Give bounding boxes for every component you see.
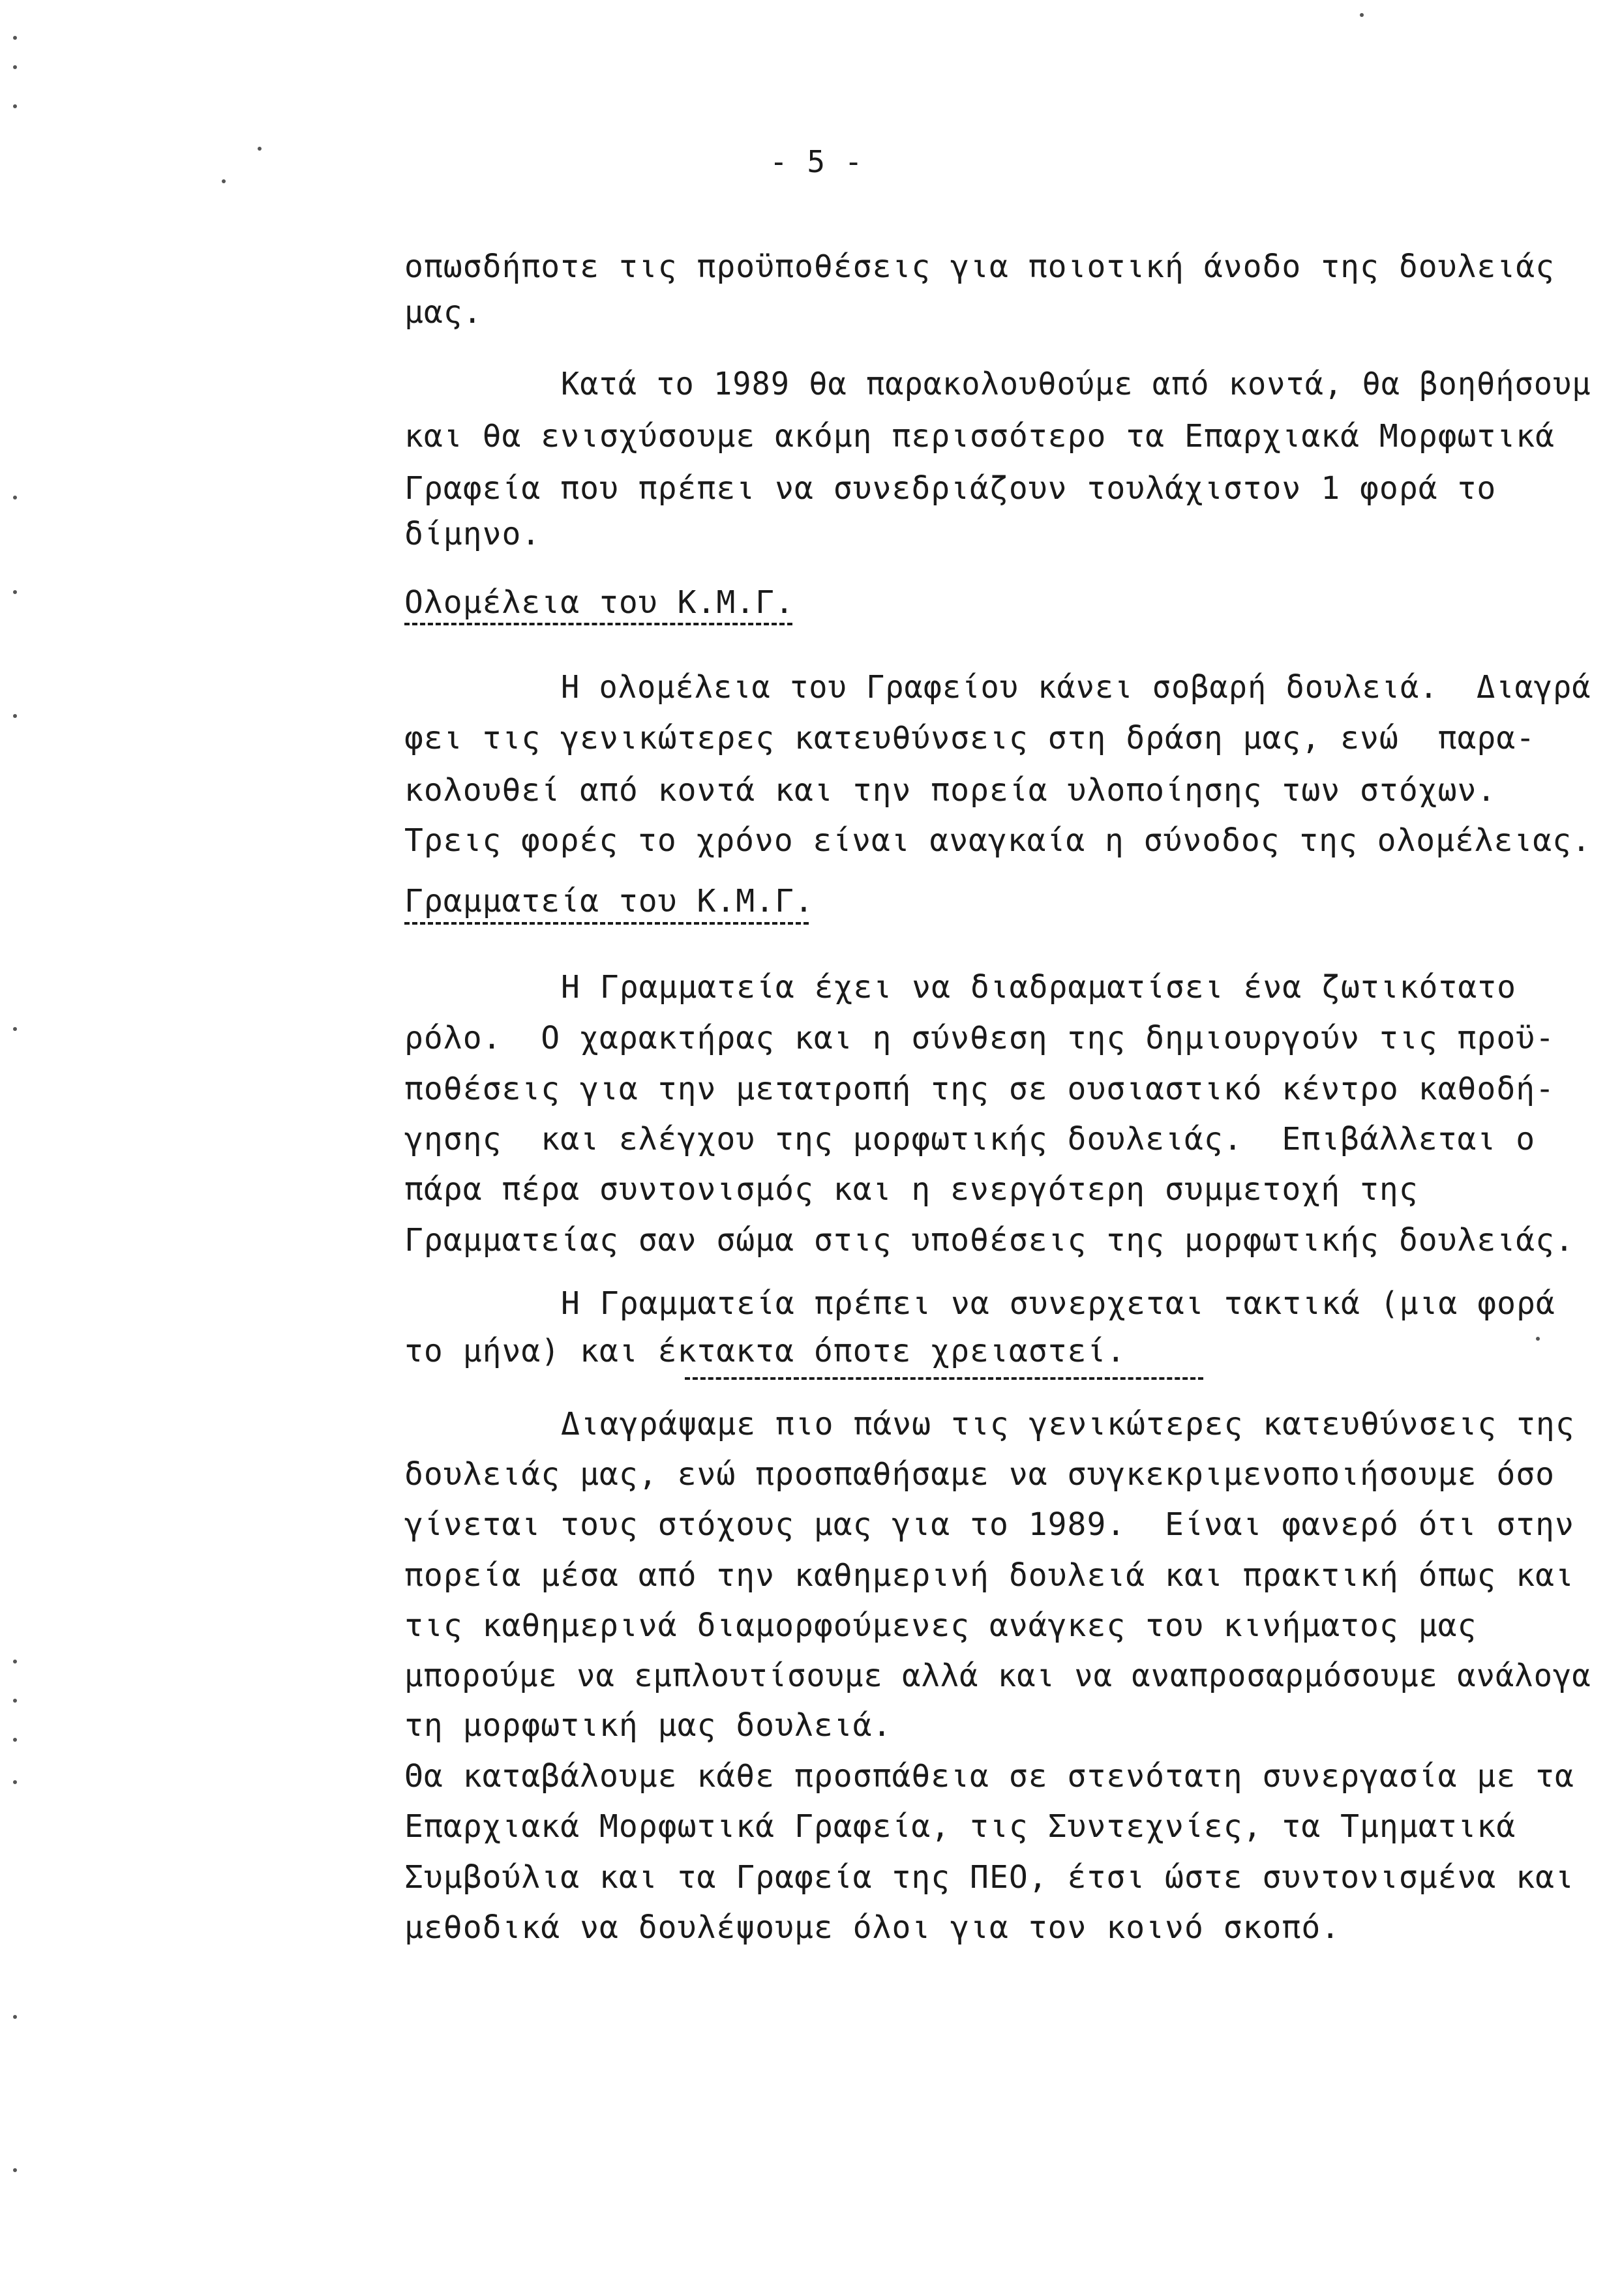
text-line: Η Γραμματεία πρέπει να συνερχεται τακτικά (μια φορά (561, 1285, 1555, 1322)
scan-speck (13, 1738, 17, 1742)
text-line: τη μορφωτική μας δουλειά. (404, 1707, 892, 1744)
text-line: γησης και ελέγχου της μορφωτικής δουλειάς. Επιβάλλεται ο (404, 1121, 1536, 1157)
text-line: δίμηνο. (404, 516, 541, 552)
text-underline (685, 1377, 1203, 1380)
section-heading: Ολομέλεια του Κ.Μ.Γ. (404, 584, 794, 621)
text-line: Γραφεία που πρέπει να συνεδριάζουν τουλάχιστον 1 φορά το (404, 470, 1497, 507)
text-line: δουλειάς μας, ενώ προσπαθήσαμε να συγκεκριμενοποιήσουμε όσο (404, 1456, 1555, 1493)
scan-speck (13, 714, 17, 718)
text-line: γίνεται τους στόχους μας για το 1989. Είναι φανερό ότι στην (404, 1506, 1574, 1543)
text-line: και θα ενισχύσουμε ακόμη περισσότερο τα Επαρχιακά Μορφωτικά (404, 418, 1555, 455)
text-line: οπωσδήποτε τις προϋποθέσεις για ποιοτική άνοδο της δουλειάς (404, 248, 1555, 285)
text-line: Θα καταβάλουμε κάθε προσπάθεια σε στενότατη συνεργασία με τα (404, 1758, 1574, 1795)
text-line: πάρα πέρα συντονισμός και η ενεργότερη συμμετοχή της (404, 1171, 1419, 1208)
scan-speck (13, 590, 17, 594)
text-line: Η Γραμματεία έχει να διαδραματίσει ένα ζωτικότατο (561, 969, 1517, 1006)
text-line: κολουθεί από κοντά και την πορεία υλοποίησης των στόχων. (404, 772, 1497, 809)
scan-speck (13, 2168, 17, 2172)
section-heading: Γραμματεία του Κ.Μ.Γ. (404, 883, 814, 919)
scan-speck (13, 2015, 17, 2019)
text-line: φει τις γενικώτερες κατευθύνσεις στη δράση μας, ενώ παρα- (404, 720, 1536, 756)
text-line: μπορούμε να εμπλουτίσουμε αλλά και να αναπροσαρμόσουμε ανάλογα (404, 1658, 1591, 1694)
scan-speck (13, 65, 17, 69)
scan-speck (13, 104, 17, 108)
text-line: μας. (404, 294, 483, 331)
text-line: Συμβούλια και τα Γραφεία της ΠΕΟ, έτσι ώστε συντονισμένα και (404, 1859, 1574, 1896)
text-line: Γραμματείας σαν σώμα στις υποθέσεις της μορφωτικής δουλειάς. (404, 1222, 1574, 1259)
scan-speck (13, 1780, 17, 1784)
text-line: μεθοδικά να δουλέψουμε όλοι για τον κοινό σκοπό. (404, 1909, 1341, 1946)
text-line: ρόλο. Ο χαρακτήρας και η σύνθεση της δημιουργούν τις προϋ- (404, 1020, 1555, 1056)
text-line: Επαρχιακά Μορφωτικά Γραφεία, τις Συντεχνίες, τα Τμηματικά (404, 1808, 1516, 1845)
scan-speck (1360, 13, 1364, 17)
scan-speck (13, 1027, 17, 1031)
heading-underline (404, 922, 809, 925)
scan-speck (13, 36, 17, 40)
text-line: τις καθημερινά διαμορφούμενες ανάγκες του κινήματος μας (404, 1607, 1477, 1644)
text-line: Κατά το 1989 θα παρακολουθούμε από κοντά, θα βοηθήσουμ (561, 366, 1591, 402)
scan-speck (13, 496, 17, 499)
text-line: πορεία μέσα από την καθημερινή δουλειά και πρακτική όπως και (404, 1557, 1574, 1594)
page-number: - 5 - (770, 144, 864, 179)
scan-speck (222, 179, 226, 183)
text-line: Τρεις φορές το χρόνο είναι αναγκαία η σύνοδος της ολομέλειας. (404, 822, 1591, 859)
text-line: το μήνα) και έκτακτα όποτε χρειαστεί. (404, 1333, 1126, 1369)
scan-speck (13, 1660, 17, 1663)
heading-underline (404, 623, 792, 625)
scan-speck (13, 1699, 17, 1703)
text-line: ποθέσεις για την μετατροπή της σε ουσιαστικό κέντρο καθοδή- (404, 1071, 1555, 1107)
scan-speck (1536, 1337, 1540, 1341)
text-line: Η ολομέλεια του Γραφείου κάνει σοβαρή δουλειά. Διαγρά (561, 669, 1591, 706)
scan-speck (258, 147, 262, 151)
text-line: Διαγράψαμε πιο πάνω τις γενικώτερες κατευθύνσεις της (561, 1406, 1575, 1442)
